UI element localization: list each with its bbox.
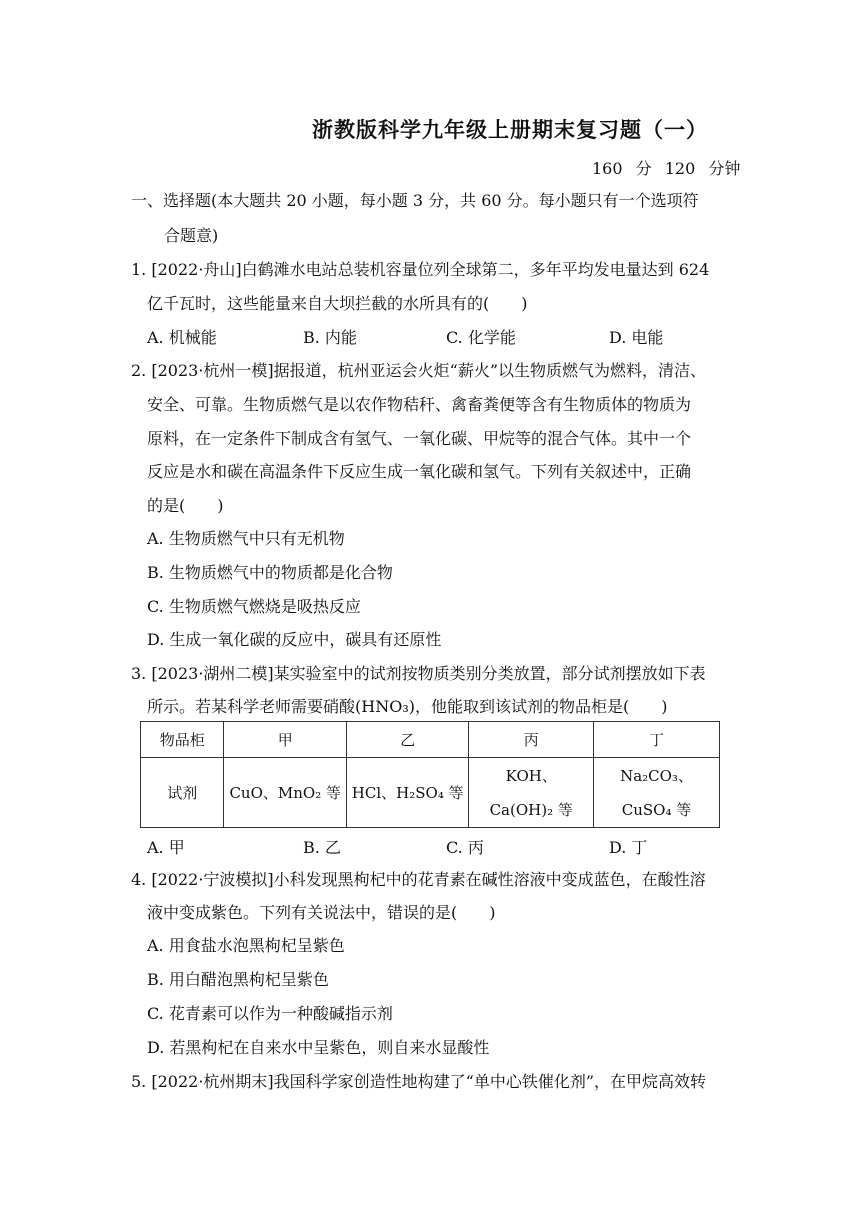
q2-stem-line1: 2. [2023·杭州一模]据报道，杭州亚运会火炬“薪火”以生物质燃气为燃料，清洁、 [131,361,707,380]
table-header-cell: 甲 [224,722,347,758]
q3-stem-line1: 3. [2023·湖州二模]某实验室中的试剂按物质类别分类放置，部分试剂摆放如下表 [131,664,706,683]
q3-option-d[interactable]: D. 丁 [609,838,648,857]
score-time-info: 160 分 120 分钟 [592,159,741,178]
section-heading-line1: 一、选择题(本大题共 20 小题，每小题 3 分，共 60 分。每小题只有一个选项符 [131,191,699,210]
q1-option-c[interactable]: C. 化学能 [446,328,516,347]
table-row [141,758,720,828]
q1-stem-line1: 1. [2022·舟山]白鹤滩水电站总装机容量位列全球第二，多年平均发电量达到 624 [131,260,710,279]
table-cell-line: KOH、 [505,766,557,785]
table-cell-line: Ca(OH)₂ 等 [489,800,573,819]
q2-stem-line5: 的是( ) [147,496,224,515]
q4-option-b[interactable]: B. 用白醋泡黑枸杞呈紫色 [147,970,329,989]
table-cell: CuO、MnO₂ 等 [224,758,347,828]
q2-stem-line4: 反应是水和碳在高温条件下反应生成一氧化碳和氢气。下列有关叙述中，正确 [147,462,692,481]
q4-option-c[interactable]: C. 花青素可以作为一种酸碱指示剂 [147,1004,393,1023]
q5-stem-line1: 5. [2022·杭州期末]我国科学家创造性地构建了“单中心铁催化剂”，在甲烷高效转 [131,1072,707,1091]
table-cell-line: CuSO₄ 等 [621,800,692,819]
reagent-cabinet-table [140,721,720,828]
table-cell [469,758,594,828]
q2-option-c[interactable]: C. 生物质燃气燃烧是吸热反应 [147,597,361,616]
q4-option-d[interactable]: D. 若黑枸杞在自来水中呈紫色，则自来水显酸性 [147,1038,490,1057]
q1-option-b[interactable]: B. 内能 [303,328,357,347]
table-header-cell: 丁 [594,722,720,758]
q1-options [147,325,663,348]
q1-option-d[interactable]: D. 电能 [609,328,664,347]
q1-option-a[interactable]: A. 机械能 [147,328,217,347]
q3-options [147,835,647,858]
q3-option-c[interactable]: C. 丙 [446,838,484,857]
table-row-label: 试剂 [141,758,224,828]
q4-stem-line1: 4. [2022·宁波模拟]小科发现黑枸杞中的花青素在碱性溶液中变成蓝色，在酸性溶 [131,870,706,889]
q2-option-d[interactable]: D. 生成一氧化碳的反应中，碳具有还原性 [147,630,442,649]
section-heading-line2: 合题意) [164,226,219,245]
q1-stem-line2: 亿千瓦时，这些能量来自大坝拦截的水所具有的( ) [147,294,528,313]
q4-stem-line2: 液中变成紫色。下列有关说法中，错误的是( ) [147,903,496,922]
q2-stem-line3: 原料，在一定条件下制成含有氢气、一氧化碳、甲烷等的混合气体。其中一个 [147,429,692,448]
q2-stem-line2: 安全、可靠。生物质燃气是以农作物秸秆、禽畜粪便等含有生物质体的物质为 [147,395,692,414]
table-cell: HCl、H₂SO₄ 等 [346,758,468,828]
table-cell-line: Na₂CO₃、 [620,766,693,785]
q2-option-b[interactable]: B. 生物质燃气中的物质都是化合物 [147,563,393,582]
table-header-cell: 丙 [469,722,594,758]
page-title: 浙教版科学九年级上册期末复习题（一） [312,117,708,142]
q3-option-b[interactable]: B. 乙 [303,838,341,857]
q2-option-a[interactable]: A. 生物质燃气中只有无机物 [147,529,345,548]
table-header-cell: 乙 [346,722,468,758]
q4-option-a[interactable]: A. 用食盐水泡黑枸杞呈紫色 [147,936,345,955]
q3-option-a[interactable]: A. 甲 [147,838,185,857]
table-cell [594,758,720,828]
table-header-row [141,722,720,758]
table-header-cell: 物品柜 [141,722,224,758]
q3-stem-line2: 所示。若某科学老师需要硝酸(HNO₃)，他能取到该试剂的物品柜是( ) [147,697,668,716]
